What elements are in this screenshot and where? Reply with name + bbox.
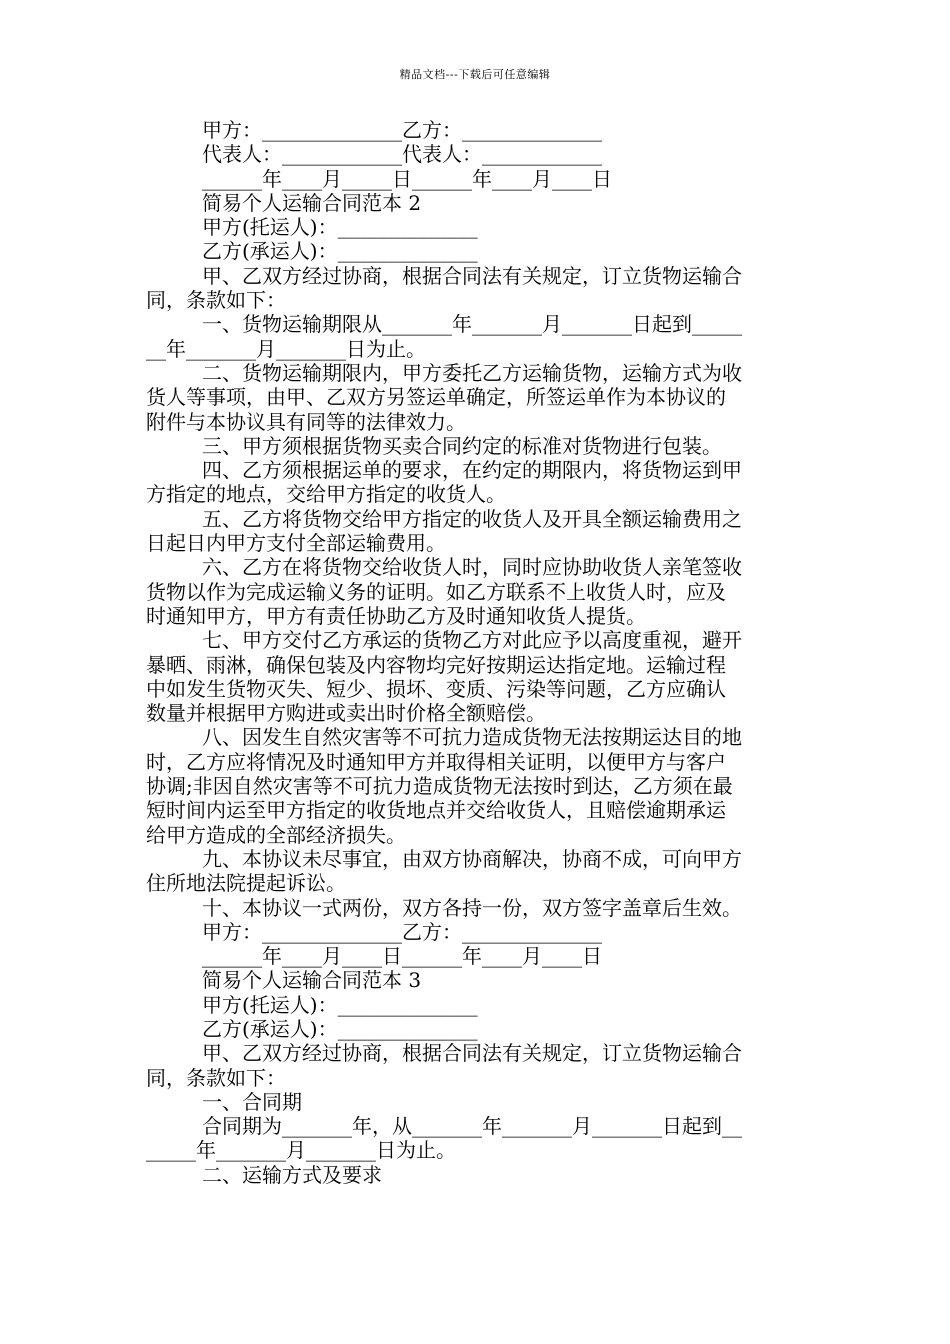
text-line: ______年____月_____日______年____月____日 [202,166,612,191]
text-line: 暴晒、雨淋，确保包装及内容物均完好按期运达指定地。运输过程 [146,652,726,677]
text-line: ______年____月____日______年____月____日 [202,944,602,969]
text-line: 时，乙方应将情况及时通知甲方并取得相关证明，以便甲方与客户 [146,749,726,774]
text-line: 一、货物运输期限从_______年_______月_______日起到_____ [202,312,742,337]
text-line: 甲方(托运人)：______________ [202,215,478,240]
text-line: 甲方：______________乙方：______________ [202,118,602,142]
text-line: 甲方：______________乙方：______________ [202,919,602,944]
page-header: 精品文档---下载后可任意编辑 [399,68,551,81]
document-body [146,118,808,1187]
text-line: 同，条款如下： [146,288,286,313]
text-line: __年_______月_______日为止。 [146,336,426,361]
text-line: 日起日内甲方支付全部运输费用。 [146,531,446,556]
text-line: 短时间内运至甲方指定的收货地点并交给收货人，且赔偿逾期承运 [146,798,726,823]
text-line: 货人等事项，由甲、乙双方另签运单确定，所签运单作为本协议的 [146,385,726,410]
text-line: 协调;非因自然灾害等不可抗力造成货物无法按时到达，乙方须在最 [146,774,733,799]
text-line: 八、因发生自然灾害等不可抗力造成货物无法按期运达目的地 [202,725,742,750]
text-line: 中如发生货物灭失、短少、损坏、变质、污染等问题，乙方应确认 [146,676,726,701]
text-line: 一、合同期 [202,1089,302,1114]
text-line: 代表人：____________代表人：____________ [202,142,602,167]
text-line: 合同期为_______年，从_______年_______月_______日起到__ [202,1114,742,1139]
text-line: _____年_______月_______日为止。 [146,1138,456,1163]
text-line: 货物以作为完成运输义务的证明。如乙方联系不上收货人时，应及 [146,579,726,604]
text-line: 简易个人运输合同范本 2 [202,190,422,215]
text-line: 六、乙方在将货物交给收货人时，同时应协助收货人亲笔签收 [202,555,742,580]
text-line: 简易个人运输合同范本 3 [202,968,422,993]
text-line: 四、乙方须根据运单的要求，在约定的期限内，将货物运到甲 [202,458,742,483]
text-line: 三、甲方须根据货物买卖合同约定的标准对货物进行包装。 [202,433,722,458]
text-line: 同，条款如下： [146,1065,286,1090]
text-line: 给甲方造成的全部经济损失。 [146,822,406,847]
text-line: 甲方(托运人)：______________ [202,992,478,1017]
text-line: 二、运输方式及要求 [202,1162,382,1187]
text-line: 时通知甲方，甲方有责任协助乙方及时通知收货人提货。 [146,603,646,628]
text-line: 甲、乙双方经过协商，根据合同法有关规定，订立货物运输合 [202,263,742,288]
text-line: 住所地法院提起诉讼。 [146,871,346,896]
text-line: 五、乙方将货物交给甲方指定的收货人及开具全额运输费用之 [202,506,742,531]
text-line: 附件与本协议具有同等的法律效力。 [146,409,466,434]
text-line: 十、本协议一式两份，双方各持一份，双方签字盖章后生效。 [202,895,742,920]
text-line: 甲、乙双方经过协商，根据合同法有关规定，订立货物运输合 [202,1041,742,1066]
text-line: 七、甲方交付乙方承运的货物乙方对此应予以高度重视，避开 [202,628,742,653]
text-line: 方指定的地点，交给甲方指定的收货人。 [146,482,506,507]
text-line: 九、本协议未尽事宜，由双方协商解决，协商不成，可向甲方 [202,846,742,871]
text-line: 数量并根据甲方购进或卖出时价格全额赔偿。 [146,701,546,726]
text-line: 二、货物运输期限内，甲方委托乙方运输货物，运输方式为收 [202,360,742,385]
text-line: 乙方(承运人)：______________ [202,239,478,264]
text-line: 乙方(承运人)：______________ [202,1016,478,1041]
